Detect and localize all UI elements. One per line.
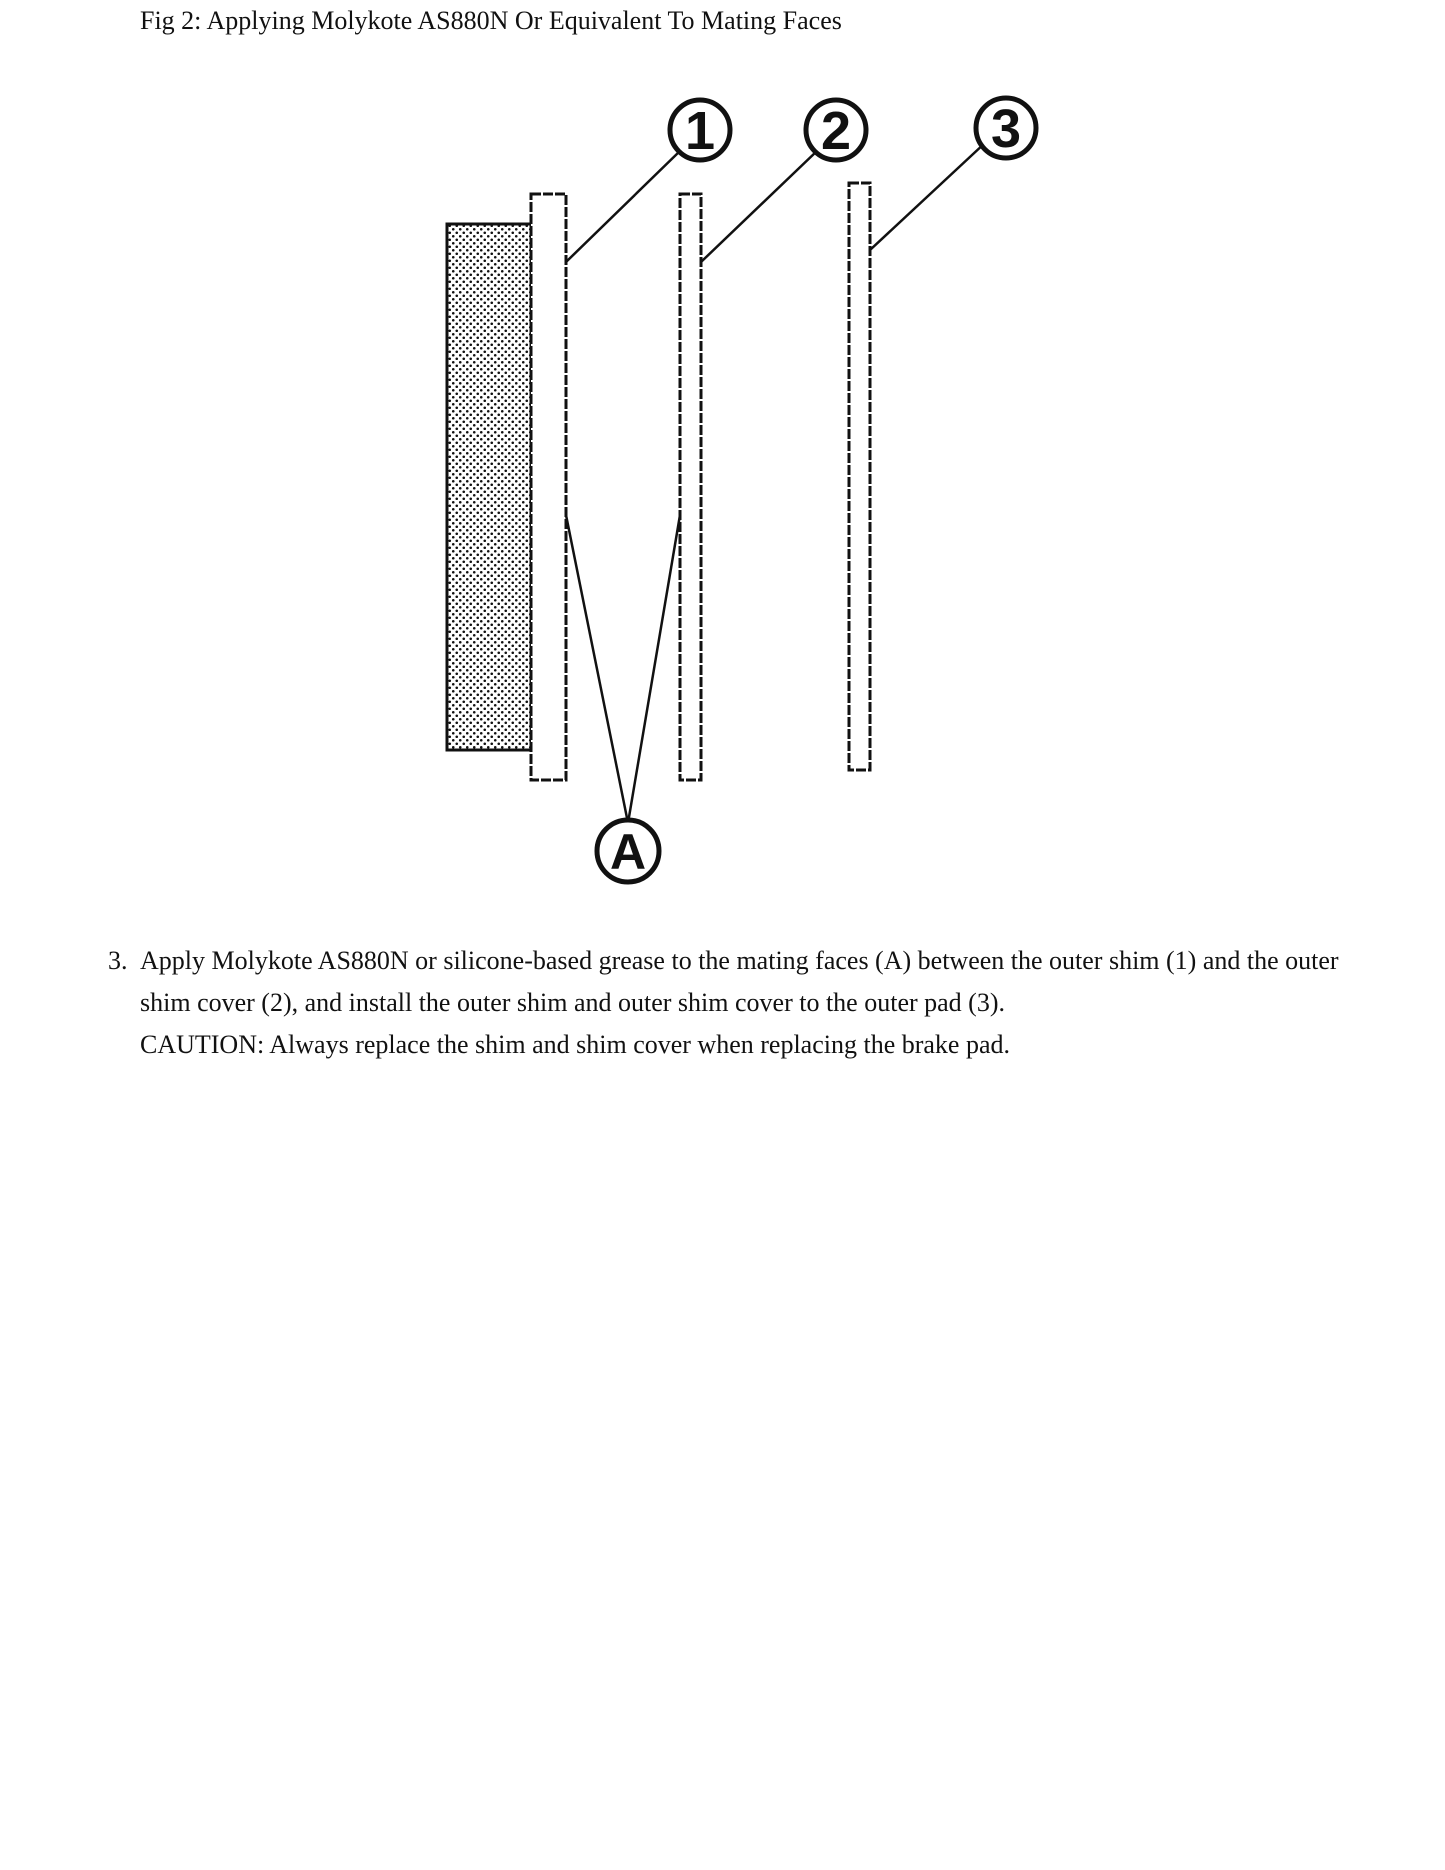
leader-line-1 [566,150,681,262]
callout-1-label: 1 [684,101,716,161]
outer-shim [531,194,566,780]
leader-line-a-right [628,515,680,823]
callout-3-label: 3 [990,99,1022,159]
step-text: Apply Molykote AS880N or silicone-based grease to the mating faces (A) between the outer shim (1) and the outer shim cover (2), and install the outer shim and outer shim cover to the outer pad (3). [140,946,1339,1017]
callout-2-label: 2 [820,101,852,161]
outer-shim-cover [680,194,701,780]
leader-line-a-left [566,515,628,823]
step-number: 3. [108,946,128,975]
callout-a-label: A [609,824,647,880]
callout-3 [976,98,1036,159]
caution-note: CAUTION: Always replace the shim and shim cover when replacing the brake pad. [140,1030,1011,1059]
outer-pad-plate [849,183,870,770]
leader-line-2 [701,150,818,262]
callout-a [597,820,659,882]
pad-friction-material [447,224,531,750]
figure-caption: Fig 2: Applying Molykote AS880N Or Equivalent To Mating Faces [140,6,842,35]
callout-2 [806,100,866,161]
instruction-list [108,940,1348,1066]
brake-pad-shim-diagram [0,0,1445,900]
callout-1 [670,100,730,161]
leader-line-3 [870,142,986,250]
instruction-step [108,940,1348,1066]
